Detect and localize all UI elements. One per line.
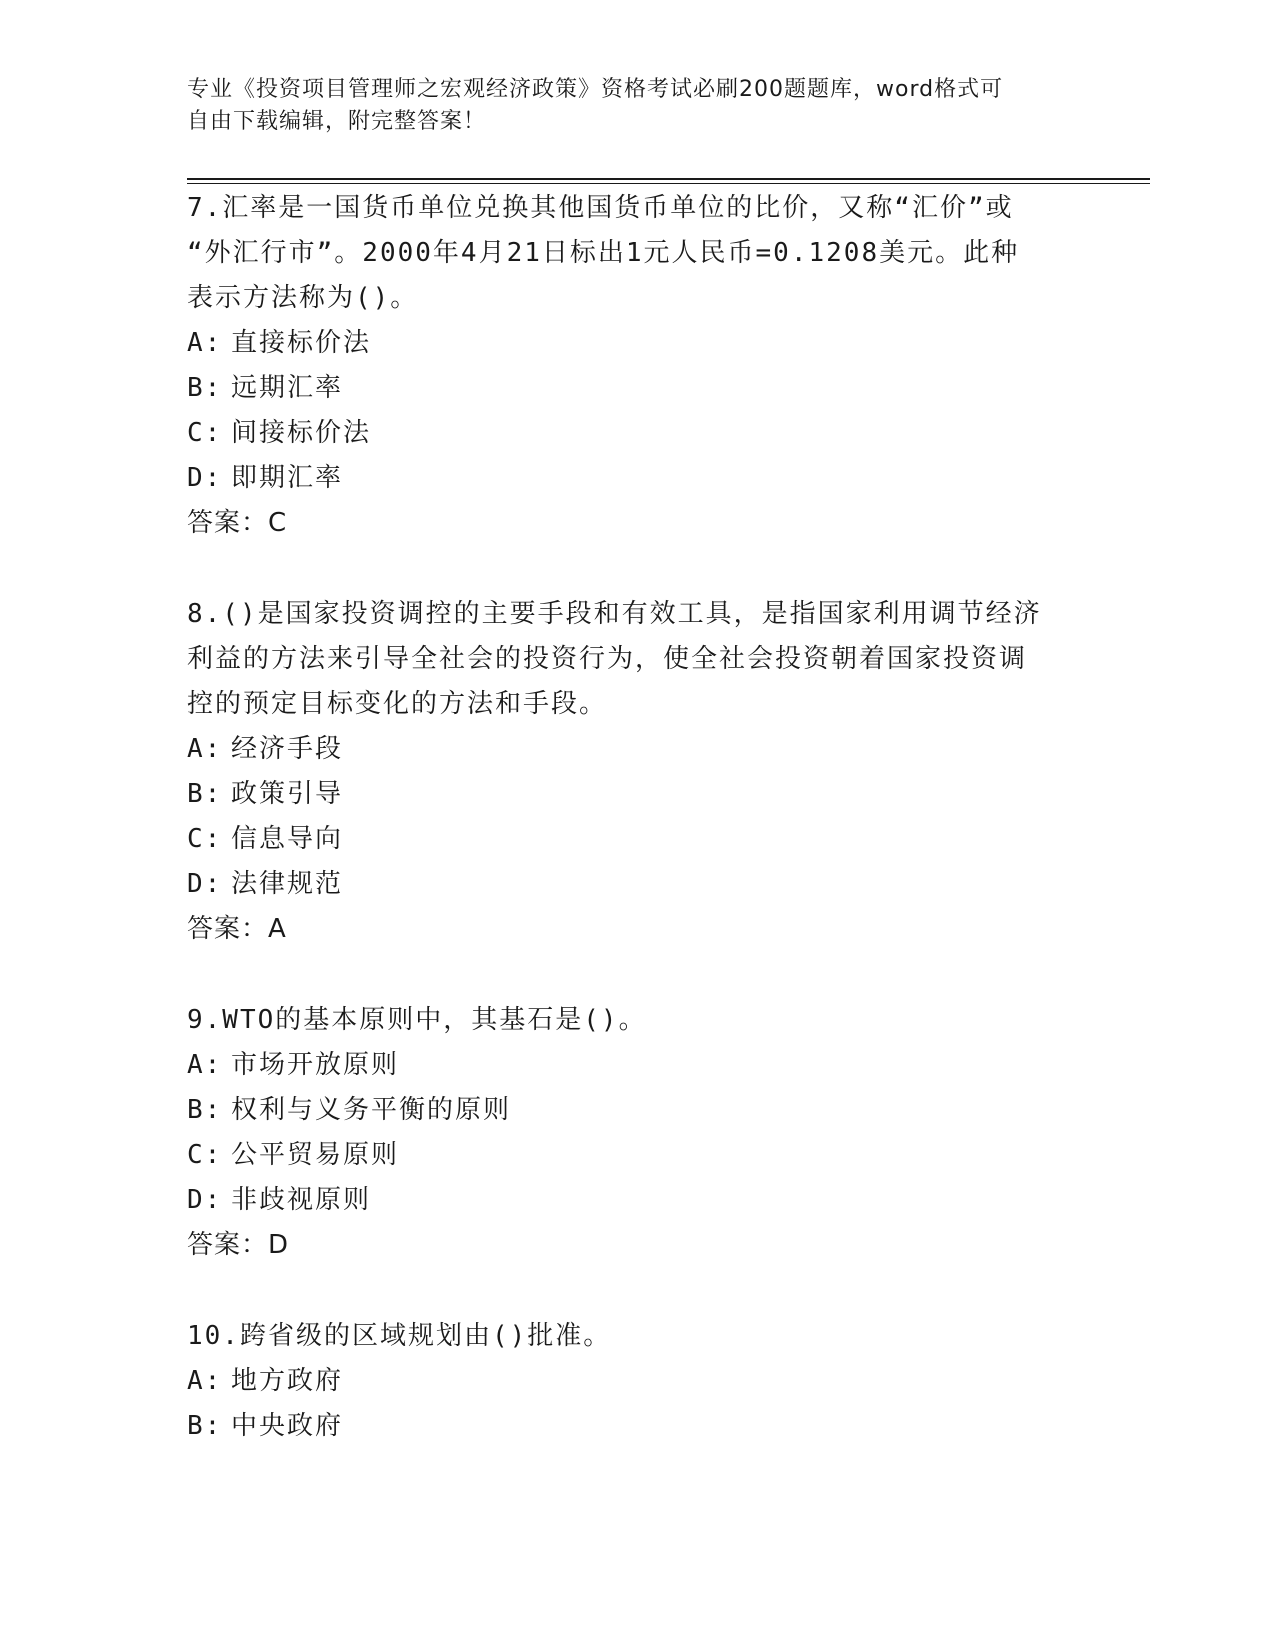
question-stem-line: “外汇行市”。2000年4月21日标出1元人民币=0.1208美元。此种 bbox=[187, 238, 1020, 268]
header-line-2: 自由下载编辑，附完整答案！ bbox=[187, 109, 487, 134]
option-text: 即期汇率 bbox=[231, 463, 344, 493]
answer-option bbox=[187, 772, 1087, 817]
answer-option bbox=[187, 862, 1087, 907]
question-stem-line: 9.WTO的基本原则中，其基石是()。 bbox=[187, 1005, 647, 1035]
option-text: 间接标价法 bbox=[231, 418, 372, 448]
question-block bbox=[187, 186, 1087, 546]
option-key: D: bbox=[187, 463, 223, 493]
option-text: 权利与义务平衡的原则 bbox=[231, 1095, 512, 1125]
answer-option bbox=[187, 1133, 1087, 1178]
answer-option bbox=[187, 456, 1087, 501]
option-key: C: bbox=[187, 1140, 223, 1170]
option-key: B: bbox=[187, 1095, 223, 1125]
option-key: B: bbox=[187, 779, 223, 809]
option-key: C: bbox=[187, 418, 223, 448]
question-block bbox=[187, 1314, 1087, 1449]
question-spacer bbox=[187, 952, 1087, 998]
option-key: B: bbox=[187, 373, 223, 403]
question-stem-line: 利益的方法来引导全社会的投资行为，使全社会投资朝着国家投资调 bbox=[187, 644, 1028, 674]
question-stem-line: 控的预定目标变化的方法和手段。 bbox=[187, 689, 608, 719]
answer-option bbox=[187, 1404, 1087, 1449]
question-block bbox=[187, 592, 1087, 952]
option-key: D: bbox=[187, 1185, 223, 1215]
option-text: 政策引导 bbox=[231, 779, 344, 809]
answer-option bbox=[187, 727, 1087, 772]
document-header bbox=[187, 74, 1067, 138]
question-spacer bbox=[187, 1268, 1087, 1314]
question-spacer bbox=[187, 546, 1087, 592]
option-key: A: bbox=[187, 328, 223, 358]
answer-option bbox=[187, 321, 1087, 366]
option-text: 非歧视原则 bbox=[231, 1185, 372, 1215]
question-stem-line: 表示方法称为()。 bbox=[187, 283, 419, 313]
option-text: 直接标价法 bbox=[231, 328, 372, 358]
question-block bbox=[187, 998, 1087, 1268]
answer-option bbox=[187, 1178, 1087, 1223]
header-line-1: 专业《投资项目管理师之宏观经济政策》资格考试必刷200题题库，word格式可 bbox=[187, 77, 1004, 102]
answer-option bbox=[187, 817, 1087, 862]
option-text: 中央政府 bbox=[231, 1411, 344, 1441]
header-divider-thin bbox=[187, 183, 1150, 184]
answer-option bbox=[187, 1359, 1087, 1404]
option-key: B: bbox=[187, 1411, 223, 1441]
option-text: 法律规范 bbox=[231, 869, 344, 899]
option-text: 公平贸易原则 bbox=[231, 1140, 400, 1170]
answer-line: 答案：A bbox=[187, 914, 287, 944]
option-key: D: bbox=[187, 869, 223, 899]
option-key: A: bbox=[187, 734, 223, 764]
option-key: A: bbox=[187, 1366, 223, 1396]
question-stem-line: 7.汇率是一国货币单位兑换其他国货币单位的比价，又称“汇价”或 bbox=[187, 193, 1014, 223]
option-text: 经济手段 bbox=[231, 734, 344, 764]
option-key: C: bbox=[187, 824, 223, 854]
question-stem-line: 8.()是国家投资调控的主要手段和有效工具，是指国家利用调节经济 bbox=[187, 599, 1042, 629]
answer-option bbox=[187, 1088, 1087, 1133]
option-key: A: bbox=[187, 1050, 223, 1080]
header-divider-thick bbox=[187, 178, 1150, 180]
option-text: 远期汇率 bbox=[231, 373, 344, 403]
question-stem-line: 10.跨省级的区域规划由()批准。 bbox=[187, 1321, 612, 1351]
answer-line: 答案：D bbox=[187, 1230, 290, 1260]
answer-line: 答案：C bbox=[187, 508, 288, 538]
question-list bbox=[187, 186, 1087, 1449]
answer-option bbox=[187, 366, 1087, 411]
option-text: 地方政府 bbox=[231, 1366, 344, 1396]
answer-option bbox=[187, 1043, 1087, 1088]
option-text: 信息导向 bbox=[231, 824, 344, 854]
answer-option bbox=[187, 411, 1087, 456]
option-text: 市场开放原则 bbox=[231, 1050, 400, 1080]
